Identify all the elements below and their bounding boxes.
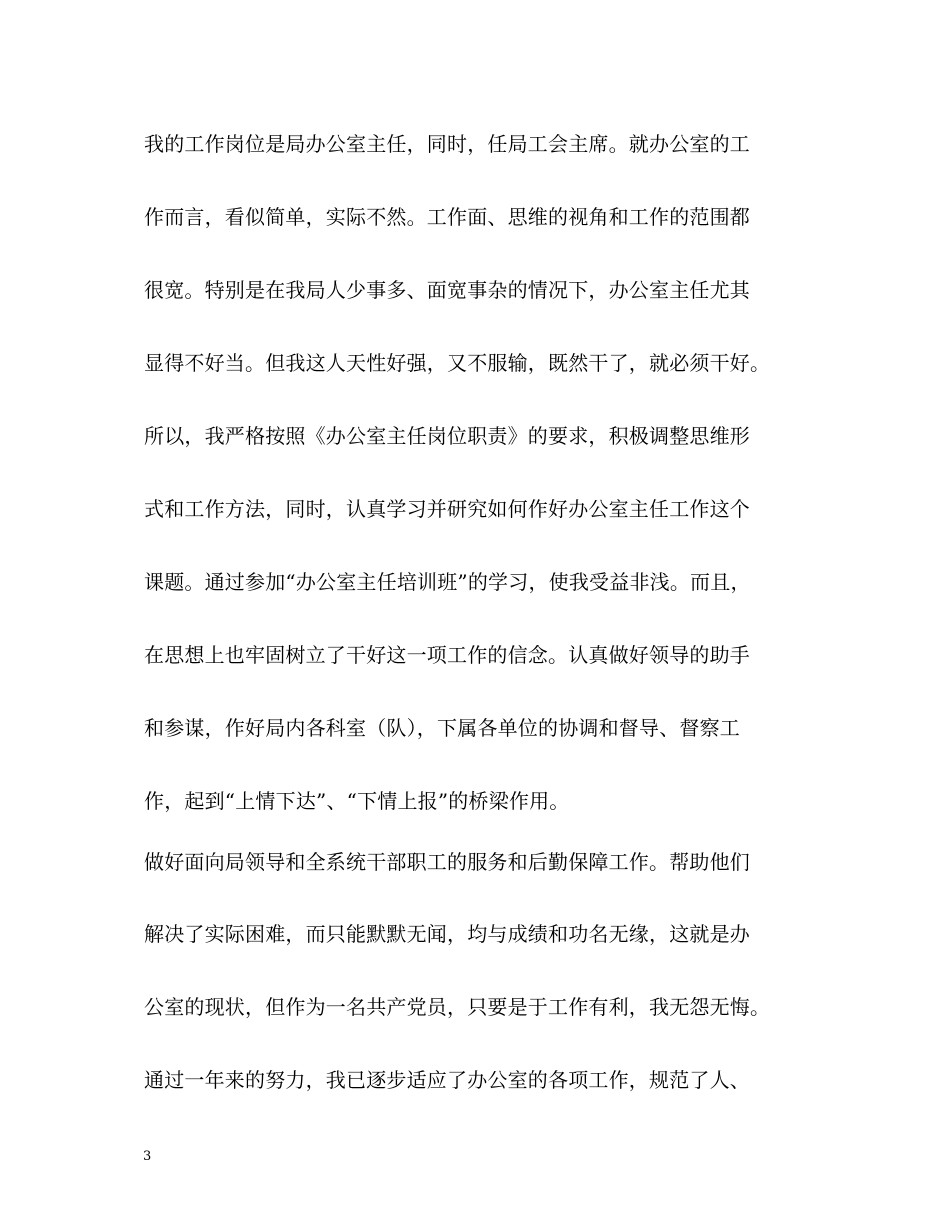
text-line: 课题。通过参加“办公室主任培训班”的学习，使我受益非浅。而且， [144, 570, 751, 594]
text-line: 解决了实际困难，而只能默默无闻，均与成绩和功名无缘，这就是办 [144, 922, 750, 946]
text-line: 和参谋，作好局内各科室（队），下属各单位的协调和督导、督察工 [144, 716, 740, 740]
text-line: 所以，我严格按照《办公室主任岗位职责》的要求，积极调整思维形 [144, 424, 750, 448]
text-line: 作，起到“上情下达”、“下情上报”的桥梁作用。 [144, 789, 570, 813]
text-line: 做好面向局领导和全系统干部职工的服务和后勤保障工作。帮助他们 [144, 850, 750, 874]
page-number: 3 [143, 1149, 152, 1164]
text-line: 在思想上也牢固树立了干好这一项工作的信念。认真做好领导的助手 [144, 643, 750, 667]
text-line: 我的工作岗位是局办公室主任，同时，任局工会主席。就办公室的工 [144, 132, 750, 156]
text-line: 式和工作方法，同时，认真学习并研究如何作好办公室主任工作这个 [144, 497, 750, 521]
text-line: 公室的现状，但作为一名共产党员，只要是于工作有利，我无怨无悔。 [144, 995, 771, 1019]
text-line: 通过一年来的努力，我已逐步适应了办公室的各项工作，规范了人、 [144, 1068, 750, 1092]
text-line: 作而言，看似简单，实际不然。工作面、思维的视角和工作的范围都 [144, 205, 750, 229]
text-line: 显得不好当。但我这人天性好强，又不服输，既然干了，就必须干好。 [144, 351, 771, 375]
text-line: 很宽。特别是在我局人少事多、面宽事杂的情况下，办公室主任尤其 [144, 278, 750, 302]
